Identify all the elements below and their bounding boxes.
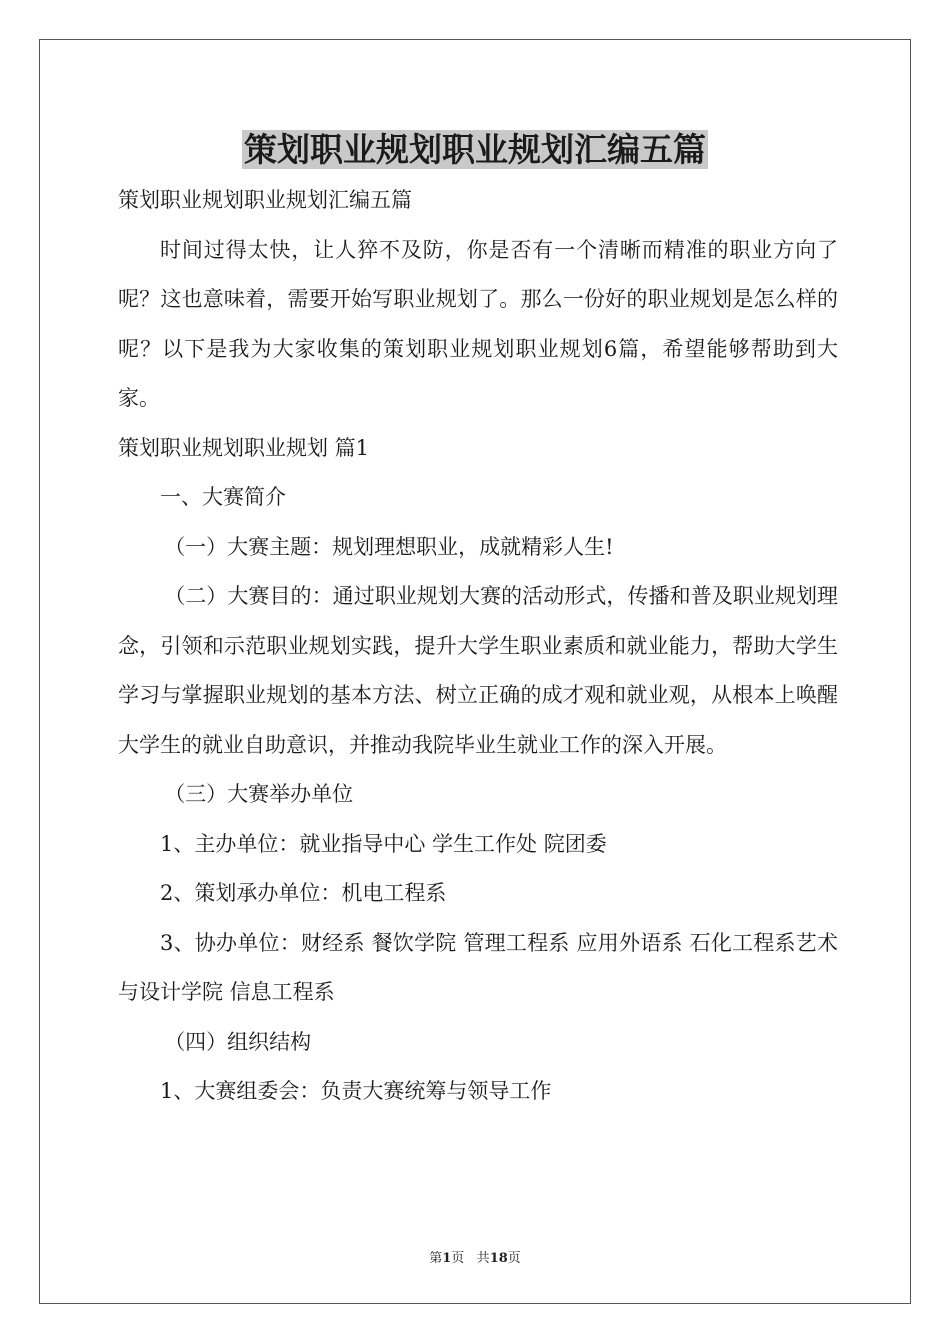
paragraph-theme: （一）大赛主题：规划理想职业，成就精彩人生! [164,534,614,559]
document-body [118,176,838,1117]
paragraph-purpose: （二）大赛目的：通过职业规划大赛的活动形式，传播和普及职业规划理念，引领和示范职业规划实践，提升大学生职业素质和就业能力，帮助大学生学习与掌握职业规划的基本方法、树立正确的成才观和就业观，从根本上唤醒大学生的就业自助意识，并推动我院毕业生就业工作的深入开展。 [118,584,838,757]
footer-total-suffix: 页 [507,1251,521,1266]
heading-contest-intro: 一、大赛简介 [160,485,286,509]
list-item-organizer: 2、策划承办单位：机电工程系 [160,881,447,905]
footer-total-pages: 18 [489,1251,508,1266]
document-title-text: 策划职业规划职业规划汇编五篇 [244,130,706,169]
page-footer [0,1247,950,1266]
heading-structure: （四）组织结构 [164,1029,312,1054]
section-heading: 策划职业规划职业规划 篇1 [118,435,370,460]
list-item-co-organizer: 3、协办单位：财经系 餐饮学院 管理工程系 应用外语系 石化工程系艺术与设计学院 信息工程系 [118,930,838,1004]
footer-page-number: 1 [442,1251,452,1266]
footer-prefix: 第 [429,1251,443,1266]
footer-page-suffix: 页 [451,1251,465,1266]
heading-organizers: （三）大赛举办单位 [164,782,354,806]
list-item-host: 1、主办单位：就业指导中心 学生工作处 院团委 [160,831,607,856]
intro-paragraph: 时间过得太快，让人猝不及防，你是否有一个清晰而精准的职业方向了呢？这也意味着，需要开始写职业规划了。那么一份好的职业规划是怎么样的呢？以下是我为大家收集的策划职业规划职业规划6篇，希望能够帮助到大家。 [118,237,838,410]
list-item-committee: 1、大赛组委会：负责大赛统筹与领导工作 [160,1079,552,1103]
document-title [0,128,950,172]
document-subtitle: 策划职业规划职业规划汇编五篇 [118,188,412,212]
footer-total-prefix: 共 [476,1251,490,1266]
